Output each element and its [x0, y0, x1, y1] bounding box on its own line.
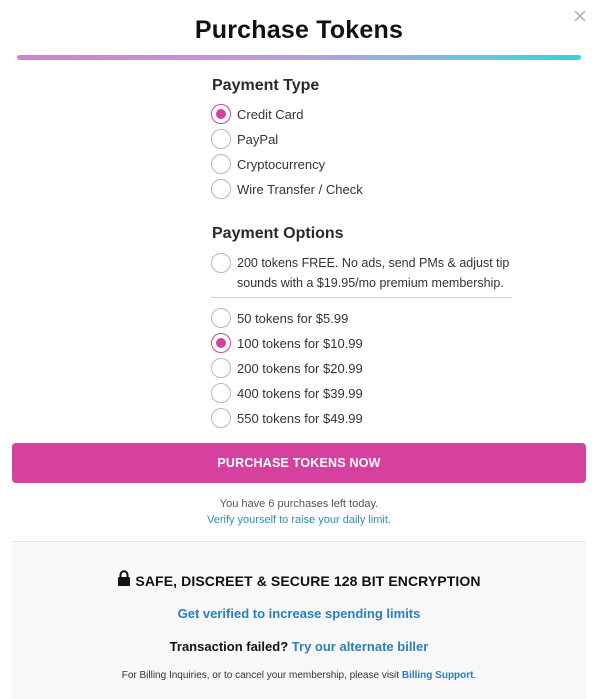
options-divider — [211, 297, 512, 298]
radio-unchecked-icon[interactable] — [211, 408, 231, 428]
billing-inquiries-text: For Billing Inquiries, or to cancel your membership, please visit — [121, 670, 400, 681]
security-text: SAFE, DISCREET & SECURE 128 BIT ENCRYPTION — [135, 572, 481, 589]
payment-option-100-tokens[interactable] — [211, 333, 363, 353]
billing-suffix: . — [473, 670, 477, 681]
payment-option-400-tokens[interactable] — [211, 383, 363, 403]
radio-unchecked-icon[interactable] — [211, 383, 231, 403]
get-verified-link[interactable]: Get verified to increase spending limits — [177, 606, 421, 621]
radio-unchecked-icon[interactable] — [211, 308, 231, 328]
modal-title: Purchase Tokens — [194, 16, 404, 44]
payment-type-label: Credit Card — [237, 106, 304, 122]
payment-type-label: Wire Transfer / Check — [237, 181, 363, 197]
token-package-label: 200 tokens for $20.99 — [237, 360, 363, 376]
transaction-failed-label: Transaction failed? — [169, 639, 289, 654]
security-notice — [0, 570, 598, 591]
token-package-label: 100 tokens for $10.99 — [237, 335, 363, 351]
payment-option-premium-membership[interactable] — [211, 252, 513, 293]
payment-type-heading: Payment Type — [212, 77, 320, 94]
radio-unchecked-icon[interactable] — [211, 253, 231, 273]
premium-line-1: 200 tokens FREE. No ads, send PMs & adjust tip — [237, 256, 510, 270]
payment-type-credit-card[interactable] — [211, 104, 303, 124]
radio-checked-icon[interactable] — [211, 333, 231, 353]
verify-yourself-link[interactable]: Verify yourself to raise your daily limit. — [206, 514, 391, 526]
radio-unchecked-icon[interactable] — [211, 358, 231, 378]
radio-unchecked-icon[interactable] — [211, 129, 231, 149]
payment-type-label: Cryptocurrency — [237, 156, 326, 172]
billing-inquiries-line — [0, 670, 598, 681]
premium-membership-text — [237, 253, 509, 293]
purchases-left-text: You have 6 purchases left today. — [219, 498, 379, 510]
radio-checked-icon[interactable] — [211, 104, 231, 124]
payment-type-paypal[interactable] — [211, 129, 278, 149]
title-gradient-divider — [17, 55, 581, 60]
payment-type-wire-transfer[interactable] — [211, 179, 363, 199]
billing-support-link[interactable]: Billing Support — [401, 670, 474, 681]
radio-unchecked-icon[interactable] — [211, 179, 231, 199]
premium-line-2: sounds with a $19.95/mo premium membership. — [237, 276, 504, 290]
payment-option-200-tokens[interactable] — [211, 358, 363, 378]
lock-icon — [117, 570, 131, 591]
token-package-label: 400 tokens for $39.99 — [237, 385, 363, 401]
payment-options-heading: Payment Options — [212, 225, 344, 242]
transaction-failed-line — [0, 639, 598, 654]
payment-option-50-tokens[interactable] — [211, 308, 348, 328]
alternate-biller-link[interactable]: Try our alternate biller — [291, 639, 429, 654]
radio-unchecked-icon[interactable] — [211, 154, 231, 174]
payment-option-550-tokens[interactable] — [211, 408, 363, 428]
token-package-label: 550 tokens for $49.99 — [237, 410, 363, 426]
purchase-tokens-button[interactable]: PURCHASE TOKENS NOW — [12, 443, 586, 483]
token-package-label: 50 tokens for $5.99 — [237, 310, 349, 326]
payment-type-label: PayPal — [237, 131, 279, 147]
payment-type-cryptocurrency[interactable] — [211, 154, 325, 174]
